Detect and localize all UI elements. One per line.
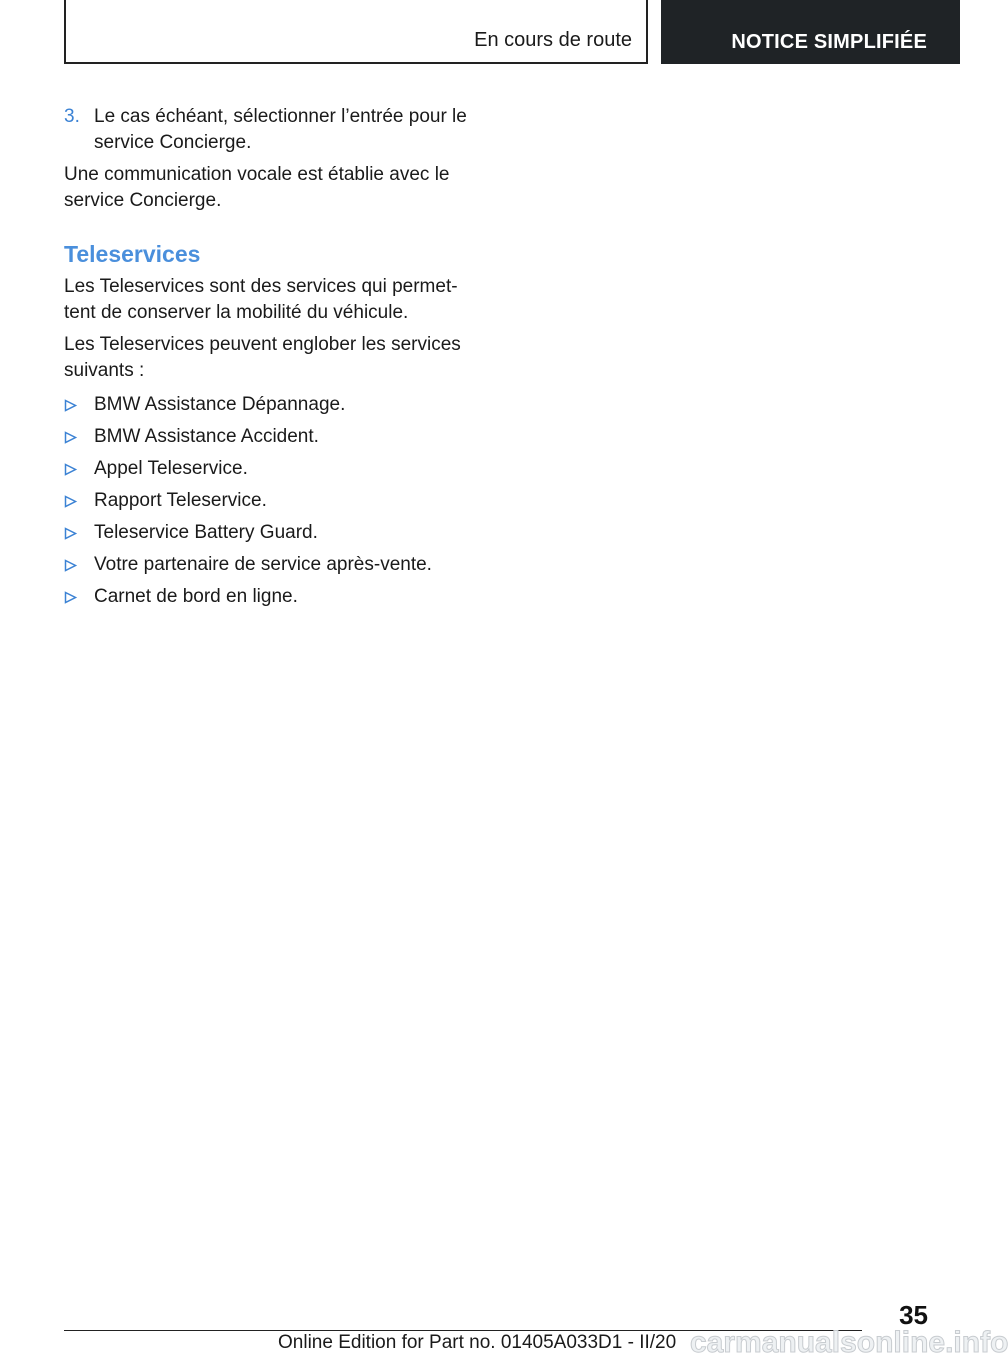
page-content (64, 104, 474, 616)
header-chapter-box (661, 0, 960, 64)
list-item-text: BMW Assistance Accident. (94, 426, 319, 447)
list-item (64, 520, 474, 546)
paragraph-1 (64, 274, 474, 326)
paragraph-1-line1: Les Teleservices sont des services qui permet- (64, 276, 458, 297)
triangle-right-outline-icon (64, 591, 77, 604)
triangle-right-outline-icon (64, 559, 77, 572)
list-item-text: BMW Assistance Dépannage. (94, 394, 346, 415)
watermark: carmanualsonline.info (690, 1326, 1008, 1359)
page-number: 35 (899, 1300, 928, 1330)
paragraph-1-line2: tent de conserver la mobilité du véhicule. (64, 302, 409, 323)
triangle-right-outline-icon (64, 399, 77, 412)
intro-line2: service Concierge. (64, 190, 222, 211)
triangle-right-outline-icon (64, 431, 77, 444)
list-item-text: Teleservice Battery Guard. (94, 522, 318, 543)
intro-paragraph (64, 162, 474, 214)
list-item (64, 552, 474, 578)
list-item-text: Appel Teleservice. (94, 458, 248, 479)
step-text-line2: service Concierge. (94, 132, 252, 153)
list-item-text: Votre partenaire de service après-vente. (94, 554, 432, 575)
footer-edition: Online Edition for Part no. 01405A033D1 - II/20 (278, 1332, 677, 1353)
triangle-right-outline-icon (64, 527, 77, 540)
list-item (64, 456, 474, 482)
triangle-right-outline-icon (64, 495, 77, 508)
step-number: 3. (64, 106, 80, 127)
services-list (64, 392, 474, 610)
header-chapter-title: NOTICE SIMPLIFIÉE (731, 31, 927, 53)
paragraph-2-line1: Les Teleservices peuvent englober les services (64, 334, 461, 355)
list-item (64, 488, 474, 514)
triangle-right-outline-icon (64, 463, 77, 476)
list-item (64, 392, 474, 418)
list-item (64, 584, 474, 610)
step-text-line1: Le cas échéant, sélectionner l’entrée pour le (94, 106, 467, 127)
list-item (64, 424, 474, 450)
intro-line1: Une communication vocale est établie avec le (64, 164, 450, 185)
header-section-box (64, 0, 648, 64)
list-item-text: Rapport Teleservice. (94, 490, 267, 511)
paragraph-2-line2: suivants : (64, 360, 145, 381)
list-item-text: Carnet de bord en ligne. (94, 586, 298, 607)
header-section-title: En cours de route (474, 29, 632, 51)
step-item (64, 104, 474, 156)
section-heading: Teleservices (64, 241, 201, 267)
paragraph-2 (64, 332, 474, 384)
